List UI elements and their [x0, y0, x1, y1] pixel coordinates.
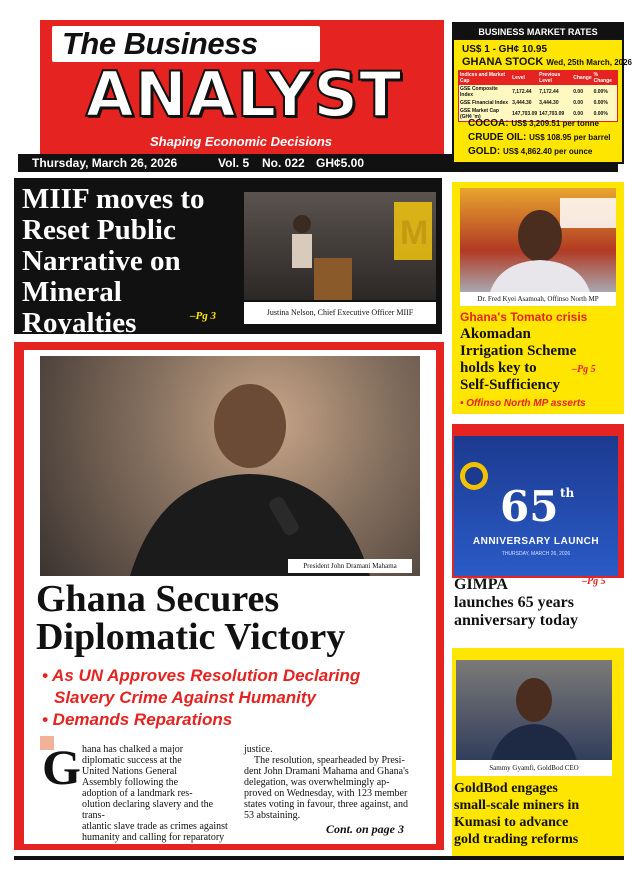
main-body-col1 — [82, 744, 236, 843]
stock-table-header: Indices and Market Cap — [459, 71, 511, 85]
goldbod-headline[interactable] — [452, 780, 622, 848]
tomato-headline[interactable] — [460, 326, 616, 394]
stock-table-cell: 147,703.09 — [539, 111, 565, 117]
body-line: states voting in favour, three against, and — [244, 799, 408, 810]
stock-table-cell: 0.00% — [593, 89, 608, 95]
stock-table-cell: 0.00% — [593, 111, 608, 117]
gimpa-page-ref: –Pg 5 — [582, 576, 606, 587]
stock-table-header: Previous Level — [538, 71, 572, 85]
continued-note[interactable]: Cont. on page 3 — [326, 822, 405, 836]
headline-line: GoldBod engages — [454, 781, 558, 796]
stock-table-cell: 3,444.30 — [512, 100, 532, 106]
cocoa-price: COCOA: US$ 3,209.51 per tonne — [468, 118, 599, 129]
stock-table-cell: 3,444.30 — [539, 100, 559, 106]
body-line: diplomatic success at the — [82, 755, 182, 766]
masthead-title: ANALYST — [85, 58, 403, 131]
miif-caption: Justina Nelson, Chief Executive Officer MIIF — [244, 302, 436, 324]
headline-line: small-scale miners in — [454, 798, 580, 813]
stock-table-header: % Change — [593, 71, 617, 85]
body-line: proved on Wednesday, with 123 member — [244, 788, 408, 799]
body-line: delegation, was overwhelmingly ap- — [244, 777, 390, 788]
headline-line: holds key to — [460, 360, 537, 376]
stock-table-cell: 7,172.44 — [512, 89, 532, 95]
stock-table-header: Level — [511, 71, 538, 85]
body-line: olution declaring slavery and the trans- — [82, 799, 214, 821]
president-image — [40, 356, 420, 576]
gimpa-number: 65 — [500, 482, 559, 531]
gimpa-launch-text: ANNIVERSARY LAUNCH — [472, 536, 600, 547]
body-line: justice. — [244, 744, 273, 755]
stock-table-cell: GSE Market Cap (GH¢ 'm) — [460, 108, 499, 120]
tomato-photo — [460, 188, 616, 292]
masthead-top-word: The Business — [52, 26, 320, 62]
goldbod-caption: Sammy Gyamfi, GoldBod CEO — [456, 760, 612, 776]
stock-table-cell: 0.00 — [573, 89, 583, 95]
body-line: atlantic slave trade as crimes against — [82, 821, 228, 832]
headline-line: anniversary today — [454, 612, 578, 629]
stock-heading: GHANA STOCK Wed, 25th March, 2026 — [462, 56, 633, 68]
tomato-page-ref: –Pg 5 — [572, 364, 596, 375]
miif-headline[interactable]: MIIF moves to Reset Public Narrative on Mineral Royalties — [22, 183, 205, 339]
crude-price: CRUDE OIL: US$ 108.95 per barrel — [468, 132, 611, 143]
issue-volume: Vol. 5 — [218, 156, 250, 170]
stock-table-header: Change — [572, 71, 592, 85]
stock-table-cell: 147,703.09 — [512, 111, 538, 117]
mp-portrait-image — [460, 188, 616, 292]
main-headline[interactable]: Ghana Secures Diplomatic Victory — [36, 578, 346, 658]
stock-table-cell: 7,172.44 — [539, 89, 559, 95]
body-line: Assembly following the — [82, 777, 179, 788]
headline-line: Irrigation Scheme — [460, 343, 577, 359]
body-line: The resolution, spearheaded by Presi- — [254, 755, 405, 766]
issue-date: Thursday, March 26, 2026 — [32, 156, 178, 170]
headline-line: GIMPA — [454, 576, 508, 593]
body-line: humanity and calling for reparatory — [82, 832, 225, 843]
body-line: hana has chalked a major — [82, 744, 184, 755]
stock-table-cell: GSE Composite Index — [460, 86, 498, 98]
stock-table-cell: GSE Financial Index — [460, 100, 509, 106]
tomato-caption: Dr. Fred Kyei Asamoah, Offinso North MP — [460, 292, 616, 306]
gimpa-launch-date: THURSDAY, MARCH 26, 2026 — [501, 551, 571, 557]
main-subhead-2: Slavery Crime Against Humanity — [54, 688, 317, 707]
main-subhead-1: • As UN Approves Resolution Declaring — [42, 666, 361, 685]
market-rates-box — [452, 22, 633, 164]
headline-line: Self-Sufficiency — [460, 377, 560, 393]
stock-table-cell: 0.00 — [573, 111, 583, 117]
stock-table-cell: 0.00% — [593, 100, 608, 106]
usd-rate: US$ 1 - GH¢ 10.95 — [462, 44, 548, 55]
dropcap-letter: G — [42, 739, 81, 795]
main-body-col2 — [244, 744, 424, 821]
body-line: 53 abstaining. — [244, 810, 301, 821]
gold-price: GOLD: US$ 4,862.40 per ounce — [468, 146, 593, 157]
stock-table — [458, 70, 618, 122]
body-line: United Nations General — [82, 766, 177, 777]
main-caption: President John Dramani Mahama — [288, 559, 412, 573]
speaker-podium-image — [244, 192, 436, 300]
stock-table-row — [459, 85, 617, 99]
tomato-subhead: • Offinso North MP asserts — [460, 398, 586, 409]
tomato-label: Ghana's Tomato crisis — [460, 310, 588, 324]
headline-line: launches 65 years — [454, 594, 574, 611]
gimpa-ordinal: th — [560, 486, 575, 500]
miif-photo — [244, 192, 436, 300]
headline-line: gold trading reforms — [454, 832, 579, 847]
masthead-slogan: Shaping Economic Decisions — [150, 134, 333, 149]
headline-line: Akomadan — [460, 326, 531, 342]
body-line: dent John Dramani Mahama and Ghana's — [244, 766, 409, 777]
headline-line: Kumasi to advance — [454, 815, 569, 830]
miif-page-ref: –Pg 3 — [190, 310, 216, 322]
main-subhead-3: • Demands Reparations — [42, 710, 233, 729]
bottom-rule — [14, 856, 624, 860]
issue-price: GH¢5.00 — [316, 156, 365, 170]
main-photo — [40, 356, 420, 576]
market-rates-heading: BUSINESS MARKET RATES — [454, 24, 622, 40]
goldbod-photo — [456, 660, 612, 764]
body-line: adoption of a landmark res- — [82, 788, 193, 799]
issue-number: No. 022 — [262, 156, 305, 170]
stock-table-cell: 0.00 — [573, 100, 583, 106]
stock-table-row — [459, 99, 617, 107]
ceo-portrait-image — [456, 660, 612, 764]
svg-text:M: M — [400, 214, 429, 252]
